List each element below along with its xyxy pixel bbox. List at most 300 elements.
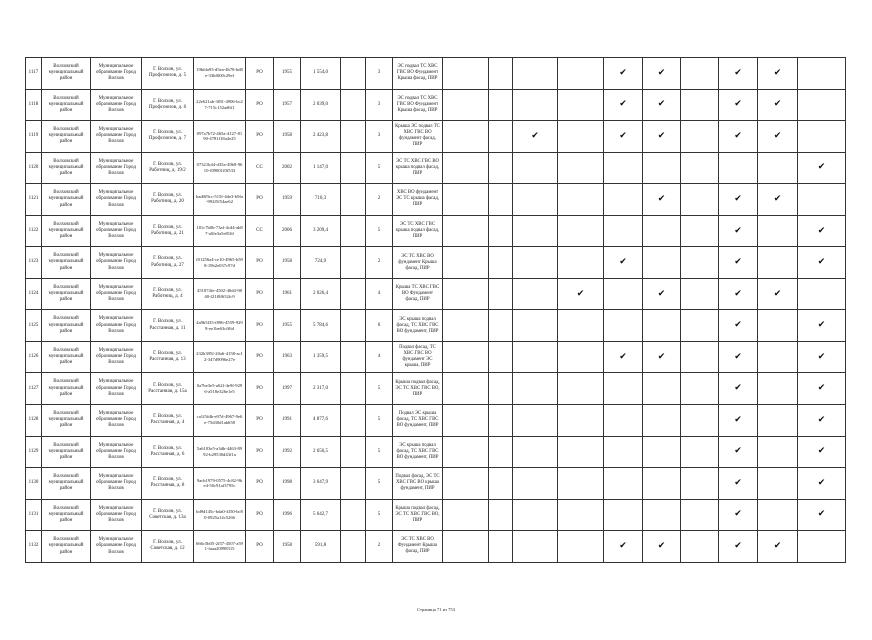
mark-cell-2	[489, 531, 513, 563]
table-row	[26, 310, 846, 342]
check-icon: ✔	[817, 320, 826, 331]
address-cell: Г. Волхов, ул. Расстанная, д. 15а	[142, 373, 194, 405]
mark-cell-9	[758, 500, 798, 532]
works-cell: ЭС ТС ХВС ВО фундамент Крыша фасад, ПИР	[393, 247, 443, 279]
row-number: 1126	[26, 342, 42, 374]
year-cell: 1997	[274, 373, 301, 405]
row-number: 1130	[26, 468, 42, 500]
guid-cell: 5a6103e5-a3db-4463-8992-b29530d43f1a	[194, 437, 246, 469]
table-row	[26, 500, 846, 532]
empty-cell	[341, 58, 366, 90]
district-cell: Волховский муниципальный район	[42, 468, 91, 500]
mark-cell-8	[719, 58, 758, 90]
empty-cell	[341, 310, 366, 342]
count-cell: 6	[366, 310, 393, 342]
address-cell: Г. Волхов, ул. Расстанная, д. 13	[142, 342, 194, 374]
check-icon: ✔	[531, 130, 539, 141]
table-row	[26, 216, 846, 248]
year-cell: 1955	[274, 58, 301, 90]
district-cell: Волховский муниципальный район	[42, 342, 91, 374]
check-icon: ✔	[734, 414, 742, 425]
works-cell: ЭС ТС ХВС ВО Фундамент Крыша фасад, ПИР	[393, 531, 443, 563]
mark-cell-8	[719, 500, 758, 532]
works-cell: Подвал фасад, ТС ХВС ГВС ВО фундамент ЭС крыша, ПИР	[393, 342, 443, 374]
year-cell: 1992	[274, 437, 301, 469]
check-icon: ✔	[773, 193, 782, 204]
mark-cell-3	[513, 58, 558, 90]
guid-cell: ca1f5fdb-e97d-4967-9e6e-75d30d1ab658	[194, 405, 246, 437]
mark-cell-4	[558, 90, 604, 122]
mark-cell-8	[719, 310, 758, 342]
mark-cell-3	[513, 90, 558, 122]
check-icon: ✔	[657, 99, 666, 110]
mark-cell-8	[719, 342, 758, 374]
row-number: 1119	[26, 121, 42, 153]
address-cell: Г. Волхов, ул. Расстанная, д. 8	[142, 468, 194, 500]
empty-cell	[341, 531, 366, 563]
mark-cell-9	[758, 405, 798, 437]
mark-cell-6	[643, 468, 681, 500]
mark-cell-4	[558, 310, 604, 342]
check-icon: ✔	[817, 162, 826, 173]
guid-cell: f01256a4-ce10-4965-b598-19b2e037c97d	[194, 247, 246, 279]
area-cell: 2 423,8	[301, 121, 341, 153]
mark-cell-4	[558, 468, 604, 500]
works-cell: ЭС крыша подвал фасад, ТС ХВС ГВС ВО фундамент, ПИР	[393, 310, 443, 342]
check-icon: ✔	[619, 130, 627, 141]
mark-cell-4	[558, 342, 604, 374]
guid-cell: 451874fe-4502-40d4-9848-f21f8f652fc9	[194, 279, 246, 311]
works-cell: ЭС ТС ХВС ГВС ВО крыша подвал фасад, ПИР	[393, 153, 443, 185]
mark-cell-2	[489, 373, 513, 405]
category-cell: РО	[246, 121, 274, 153]
mark-cell-6	[643, 531, 681, 563]
mark-cell-3	[513, 373, 558, 405]
mark-cell-5	[604, 279, 643, 311]
mark-cell-9	[758, 279, 798, 311]
mark-cell-9	[758, 247, 798, 279]
mark-cell-3	[513, 216, 558, 248]
count-cell: 3	[366, 90, 393, 122]
check-icon: ✔	[657, 130, 666, 141]
check-icon: ✔	[576, 288, 585, 299]
table-row	[26, 373, 846, 405]
mark-cell-2	[489, 184, 513, 216]
table-row	[26, 405, 846, 437]
count-cell: 4	[366, 279, 393, 311]
mark-cell-7	[681, 90, 719, 122]
table-row	[26, 342, 846, 374]
mark-cell-7	[681, 121, 719, 153]
mark-cell-7	[681, 247, 719, 279]
check-icon: ✔	[619, 540, 627, 551]
mark-cell-7	[681, 153, 719, 185]
mark-cell-9	[758, 531, 798, 563]
category-cell: СС	[246, 216, 274, 248]
table-row	[26, 437, 846, 469]
mark-cell-2	[489, 153, 513, 185]
mark-cell-5	[604, 342, 643, 374]
mark-cell-9	[758, 216, 798, 248]
count-cell: 2	[366, 184, 393, 216]
count-cell: 5	[366, 437, 393, 469]
mark-cell-8	[719, 184, 758, 216]
district-cell: Волховский муниципальный район	[42, 373, 91, 405]
check-icon: ✔	[734, 225, 742, 236]
row-number: 1118	[26, 90, 42, 122]
mark-cell-7	[681, 184, 719, 216]
district-cell: Волховский муниципальный район	[42, 310, 91, 342]
year-cell: 2006	[274, 216, 301, 248]
mark-cell-10	[798, 90, 846, 122]
address-cell: Г. Волхов, ул. Работниц, д. 21	[142, 216, 194, 248]
row-number: 1132	[26, 531, 42, 563]
count-cell: 3	[366, 58, 393, 90]
mark-cell-9	[758, 468, 798, 500]
mark-cell-10	[798, 500, 846, 532]
row-number: 1122	[26, 216, 42, 248]
category-cell: РО	[246, 58, 274, 90]
year-cell: 2002	[274, 153, 301, 185]
works-cell: Подвал ЭС крыша фасад, ТС ХВС ГВС ВО фундамент, ПИР	[393, 405, 443, 437]
mark-cell-2	[489, 90, 513, 122]
area-cell: 1 359,5	[301, 342, 341, 374]
mark-cell-8	[719, 531, 758, 563]
address-cell: Г. Волхов, ул. Профсоюзов, д. 7	[142, 121, 194, 153]
empty-cell	[341, 184, 366, 216]
mark-cell-6	[643, 437, 681, 469]
check-icon: ✔	[734, 130, 742, 141]
mark-cell-2	[489, 437, 513, 469]
mark-cell-1	[443, 373, 489, 405]
mark-cell-7	[681, 58, 719, 90]
mark-cell-10	[798, 184, 846, 216]
year-cell: 1959	[274, 184, 301, 216]
mark-cell-1	[443, 500, 489, 532]
table-row	[26, 279, 846, 311]
area-cell: 2 317,0	[301, 373, 341, 405]
address-cell: Г. Волхов, ул. Работниц, д. 4	[142, 279, 194, 311]
category-cell: РО	[246, 531, 274, 563]
row-number: 1127	[26, 373, 42, 405]
mark-cell-7	[681, 500, 719, 532]
empty-cell	[341, 405, 366, 437]
year-cell: 1958	[274, 531, 301, 563]
mark-cell-3	[513, 310, 558, 342]
guid-cell: bad0f9cc-515f-4de3-b9fa-992f5f54ae62	[194, 184, 246, 216]
address-cell: Г. Волхов, ул. Советская, д. 12	[142, 531, 194, 563]
district-cell: Волховский муниципальный район	[42, 121, 91, 153]
mark-cell-9	[758, 437, 798, 469]
mark-cell-7	[681, 373, 719, 405]
mark-cell-4	[558, 437, 604, 469]
count-cell: 5	[366, 216, 393, 248]
check-icon: ✔	[734, 288, 742, 299]
empty-cell	[341, 468, 366, 500]
table-row	[26, 468, 846, 500]
works-cell: ЭС подвал ТС ХВС ГВС ВО Фундамент Крыша фасад, ПИР	[393, 58, 443, 90]
mark-cell-1	[443, 58, 489, 90]
count-cell: 5	[366, 468, 393, 500]
category-cell: РО	[246, 247, 274, 279]
mark-cell-1	[443, 121, 489, 153]
mark-cell-8	[719, 90, 758, 122]
mark-cell-2	[489, 310, 513, 342]
mark-cell-4	[558, 373, 604, 405]
row-number: 1120	[26, 153, 42, 185]
mark-cell-10	[798, 216, 846, 248]
guid-cell: 19bfda95-d5ea-4b78-bd8e-33bf600c29ef	[194, 58, 246, 90]
mark-cell-3	[513, 153, 558, 185]
check-icon: ✔	[734, 446, 742, 457]
year-cell: 1955	[274, 310, 301, 342]
mark-cell-10	[798, 437, 846, 469]
mark-cell-3	[513, 279, 558, 311]
check-icon: ✔	[817, 225, 826, 236]
mark-cell-2	[489, 121, 513, 153]
guid-cell: bd9d145c-bda0-4f50-bc80-0925a14c5266	[194, 500, 246, 532]
year-cell: 1963	[274, 342, 301, 374]
address-cell: Г. Волхов, ул. Профсоюзов, д. 6	[142, 90, 194, 122]
mark-cell-2	[489, 58, 513, 90]
check-icon: ✔	[657, 288, 666, 299]
area-cell: 2 039,0	[301, 90, 341, 122]
check-icon: ✔	[734, 540, 742, 551]
mark-cell-4	[558, 405, 604, 437]
mark-cell-1	[443, 279, 489, 311]
municipality-cell: Муниципальное образование Город Волхов	[91, 279, 142, 311]
mark-cell-5	[604, 468, 643, 500]
mark-cell-10	[798, 279, 846, 311]
works-cell: ЭС крыша подвал фасад, ТС ХВС ГВС ВО фундамент, ПИР	[393, 437, 443, 469]
mark-cell-1	[443, 247, 489, 279]
municipality-cell: Муниципальное образование Город Волхов	[91, 437, 142, 469]
count-cell: 5	[366, 500, 393, 532]
mark-cell-2	[489, 500, 513, 532]
count-cell: 4	[366, 342, 393, 374]
municipality-cell: Муниципальное образование Город Волхов	[91, 531, 142, 563]
area-cell: 4 877,6	[301, 405, 341, 437]
table-row	[26, 247, 846, 279]
mark-cell-10	[798, 373, 846, 405]
address-cell: Г. Волхов, ул. Профсоюзов, д. 5	[142, 58, 194, 90]
mark-cell-6	[643, 216, 681, 248]
check-icon: ✔	[773, 130, 782, 141]
district-cell: Волховский муниципальный район	[42, 216, 91, 248]
category-cell: РО	[246, 468, 274, 500]
year-cell: 1958	[274, 121, 301, 153]
mark-cell-7	[681, 279, 719, 311]
mark-cell-6	[643, 342, 681, 374]
mark-cell-6	[643, 373, 681, 405]
mark-cell-5	[604, 58, 643, 90]
mark-cell-8	[719, 373, 758, 405]
mark-cell-7	[681, 310, 719, 342]
check-icon: ✔	[817, 257, 826, 268]
mark-cell-9	[758, 58, 798, 90]
mark-cell-5	[604, 153, 643, 185]
area-cell: 2 656,5	[301, 437, 341, 469]
empty-cell	[341, 216, 366, 248]
mark-cell-5	[604, 531, 643, 563]
municipality-cell: Муниципальное образование Город Волхов	[91, 121, 142, 153]
works-cell: Крыша подвал фасад, ЭС ТС ХВС ГВС ВО, ПИР	[393, 500, 443, 532]
address-cell: Г. Волхов, ул. Работниц, д. 27	[142, 247, 194, 279]
check-icon: ✔	[817, 414, 826, 425]
check-icon: ✔	[734, 320, 742, 331]
mark-cell-10	[798, 342, 846, 374]
mark-cell-5	[604, 184, 643, 216]
mark-cell-1	[443, 342, 489, 374]
mark-cell-10	[798, 468, 846, 500]
mark-cell-7	[681, 405, 719, 437]
district-cell: Волховский муниципальный район	[42, 153, 91, 185]
mark-cell-5	[604, 500, 643, 532]
area-cell: 591,8	[301, 531, 341, 563]
mark-cell-4	[558, 247, 604, 279]
register-table	[25, 57, 846, 563]
table-row	[26, 58, 846, 90]
mark-cell-6	[643, 58, 681, 90]
address-cell: Г. Волхов, ул. Советская, д. 13а	[142, 500, 194, 532]
check-icon: ✔	[734, 509, 742, 520]
year-cell: 1958	[274, 247, 301, 279]
municipality-cell: Муниципальное образование Город Волхов	[91, 342, 142, 374]
category-cell: РО	[246, 500, 274, 532]
year-cell: 1961	[274, 279, 301, 311]
mark-cell-1	[443, 90, 489, 122]
row-number: 1129	[26, 437, 42, 469]
check-icon: ✔	[734, 67, 742, 78]
check-icon: ✔	[734, 351, 742, 362]
page-counter: Страница 71 из 753	[416, 607, 456, 612]
year-cell: 1996	[274, 500, 301, 532]
mark-cell-3	[513, 405, 558, 437]
check-icon: ✔	[817, 509, 826, 520]
count-cell: 5	[366, 153, 393, 185]
mark-cell-8	[719, 405, 758, 437]
mark-cell-1	[443, 184, 489, 216]
area-cell: 724,9	[301, 247, 341, 279]
check-icon: ✔	[619, 67, 627, 78]
municipality-cell: Муниципальное образование Город Волхов	[91, 216, 142, 248]
mark-cell-7	[681, 342, 719, 374]
mark-cell-4	[558, 58, 604, 90]
mark-cell-4	[558, 153, 604, 185]
mark-cell-6	[643, 90, 681, 122]
area-cell: 3 209,4	[301, 216, 341, 248]
category-cell: РО	[246, 279, 274, 311]
area-cell: 710,3	[301, 184, 341, 216]
empty-cell	[341, 90, 366, 122]
mark-cell-9	[758, 90, 798, 122]
row-number: 1121	[26, 184, 42, 216]
mark-cell-5	[604, 90, 643, 122]
district-cell: Волховский муниципальный район	[42, 531, 91, 563]
check-icon: ✔	[773, 288, 782, 299]
guid-cell: 097a7b72-465a-4127-8190-4781f18a4e25	[194, 121, 246, 153]
guid-cell: 9acb1979-0575-4c82-9be4-50c91af3795c	[194, 468, 246, 500]
mark-cell-5	[604, 121, 643, 153]
check-icon: ✔	[657, 67, 666, 78]
works-cell: Подвал фасад, ЭС ТС ХВС ГВС ВО крыша фундамент, ПИР	[393, 468, 443, 500]
guid-cell: 666c5b05-2f57-4507-a591-faaa20998315	[194, 531, 246, 563]
mark-cell-1	[443, 310, 489, 342]
guid-cell: 232b395f-20a6-4158-ac12-347d9096e27e	[194, 342, 246, 374]
mark-cell-2	[489, 279, 513, 311]
address-cell: Г. Волхов, ул. Расстанная, д. 6	[142, 437, 194, 469]
count-cell: 5	[366, 405, 393, 437]
works-cell: ЭС ТС ХВС ГВС крыша подвал фасад, ПИР	[393, 216, 443, 248]
mark-cell-10	[798, 153, 846, 185]
mark-cell-8	[719, 153, 758, 185]
mark-cell-5	[604, 216, 643, 248]
area-cell: 5 784,6	[301, 310, 341, 342]
mark-cell-8	[719, 279, 758, 311]
area-cell: 2 026,4	[301, 279, 341, 311]
mark-cell-9	[758, 184, 798, 216]
check-icon: ✔	[817, 383, 826, 394]
mark-cell-9	[758, 121, 798, 153]
district-cell: Волховский муниципальный район	[42, 58, 91, 90]
guid-cell: 4a9b5f35-f896-4559-9298-ee1be63cff6d	[194, 310, 246, 342]
area-cell: 3 647,9	[301, 468, 341, 500]
mark-cell-6	[643, 153, 681, 185]
check-icon: ✔	[734, 193, 742, 204]
mark-cell-7	[681, 468, 719, 500]
mark-cell-8	[719, 437, 758, 469]
category-cell: РО	[246, 373, 274, 405]
mark-cell-1	[443, 405, 489, 437]
table-row	[26, 90, 846, 122]
district-cell: Волховский муниципальный район	[42, 279, 91, 311]
check-icon: ✔	[619, 257, 627, 268]
check-icon: ✔	[817, 477, 826, 488]
mark-cell-6	[643, 500, 681, 532]
guid-cell: 07321b44-d35a-49b9-9610-f09001f0f533	[194, 153, 246, 185]
check-icon: ✔	[773, 67, 782, 78]
check-icon: ✔	[817, 446, 826, 457]
municipality-cell: Муниципальное образование Город Волхов	[91, 468, 142, 500]
mark-cell-6	[643, 405, 681, 437]
check-icon: ✔	[657, 351, 666, 362]
address-cell: Г. Волхов, ул. Расстанная, д. 4	[142, 405, 194, 437]
district-cell: Волховский муниципальный район	[42, 247, 91, 279]
mark-cell-4	[558, 279, 604, 311]
district-cell: Волховский муниципальный район	[42, 437, 91, 469]
category-cell: РО	[246, 310, 274, 342]
mark-cell-8	[719, 247, 758, 279]
count-cell: 3	[366, 121, 393, 153]
mark-cell-1	[443, 153, 489, 185]
mark-cell-5	[604, 373, 643, 405]
mark-cell-10	[798, 121, 846, 153]
empty-cell	[341, 247, 366, 279]
row-number: 1124	[26, 279, 42, 311]
mark-cell-2	[489, 216, 513, 248]
area-cell: 1 554,0	[301, 58, 341, 90]
check-icon: ✔	[657, 193, 666, 204]
works-cell: Крыша ЭС подвал ТС ХВС ГВС ВО фундамент фасад, ПИР	[393, 121, 443, 153]
count-cell: 5	[366, 373, 393, 405]
municipality-cell: Муниципальное образование Город Волхов	[91, 90, 142, 122]
category-cell: РО	[246, 184, 274, 216]
mark-cell-6	[643, 247, 681, 279]
district-cell: Волховский муниципальный район	[42, 405, 91, 437]
empty-cell	[341, 153, 366, 185]
works-cell: Крыша ТС ХВС ГВС ВО Фундамент фасад, ПИР	[393, 279, 443, 311]
count-cell: 2	[366, 247, 393, 279]
